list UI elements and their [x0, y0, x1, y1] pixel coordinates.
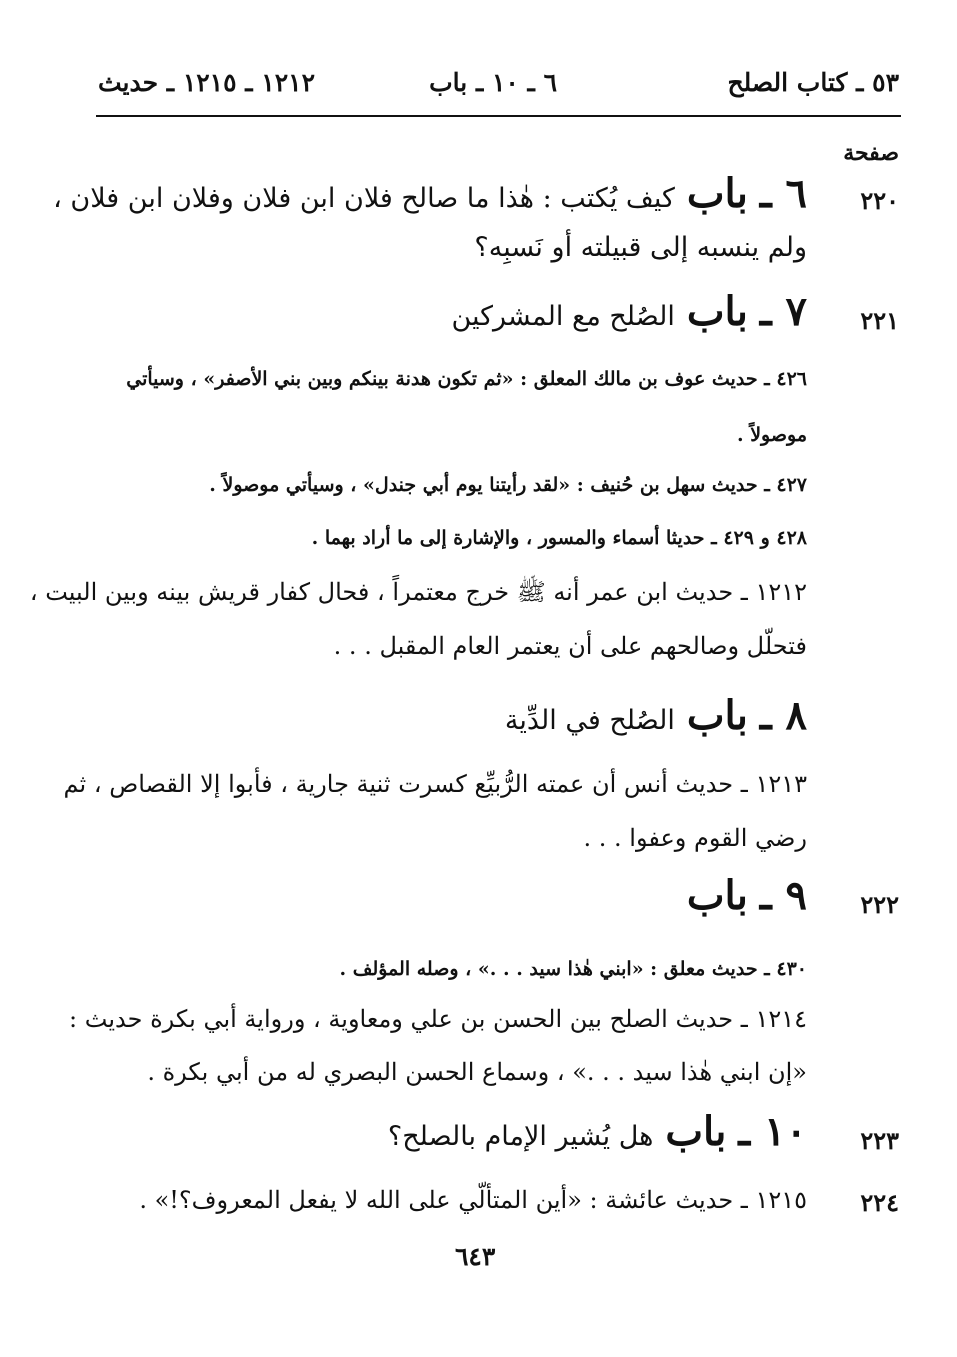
section-7-title: الصُلح مع المشركين	[451, 301, 675, 332]
section-6-page-number: ٢٢٠	[860, 186, 899, 215]
hadith-1213-line-2: رضي القوم وعفوا . . .	[583, 824, 807, 852]
section-7-page-number: ٢٢١	[860, 306, 899, 335]
section-10-title: هل يُشير الإمام بالصلح؟	[387, 1121, 654, 1152]
hadith-1212-line-1: ١٢١٢ ـ حديث ابن عمر أنه ﷺ خرج معتمراً ، فحال كفار قريش بينه وبين البيت ،	[29, 578, 807, 606]
section-6-heading	[53, 170, 807, 217]
section-8-title: الصُلح في الدِّية	[504, 705, 675, 736]
section-9-page-number: ٢٢٢	[860, 890, 899, 919]
section-6-title-continued: ولم ينسبه إلى قبيلته أو نَسبِه؟	[474, 232, 807, 263]
header-chapter: ٥٣ ـ كتاب الصلح	[727, 68, 899, 97]
hadith-1212-line-2: فتحلّل وصالحهم على أن يعتمر العام المقبل . . .	[333, 632, 807, 660]
section-10-word: باب	[665, 1108, 727, 1155]
hadith-428-429: ٤٢٨ و ٤٢٩ ـ حديثا أسماء والمسور ، والإشارة إلى ما أراد بهما .	[311, 527, 807, 549]
header-hadith-range: ١٢١٢ ـ ١٢١٥ ـ حديث	[98, 68, 315, 97]
section-10-heading	[388, 1108, 807, 1155]
section-10-page-number: ٢٢٣	[860, 1126, 899, 1155]
hadith-427: ٤٢٧ ـ حديث سهل بن حُنيف : «لقد رأيتنا يوم أبي جندل» ، وسيأتي موصولاً .	[209, 474, 807, 496]
header-chapter-range: ٦ ـ ١٠ ـ باب	[429, 68, 557, 97]
section-7-heading	[451, 288, 807, 335]
hadith-430: ٤٣٠ ـ حديث معلق : «ابني هٰذا سيد . . .» ، وصله المؤلف .	[339, 958, 807, 980]
hadith-426-line-1: ٤٢٦ ـ حديث عوف بن مالك المعلق : «ثم تكون هدنة بينكم وبين بني الأصفر» ، وسيأتي	[126, 368, 807, 390]
section-6-number: ٦ ـ	[759, 170, 807, 217]
page-column-label: صفحة	[843, 140, 899, 166]
section-6-title: كيف يُكتب : هٰذا ما صالح فلان ابن فلان وفلان ابن فلان ،	[53, 183, 675, 214]
footer-page-number: ٦٤٣	[455, 1242, 496, 1271]
section-8-heading	[505, 692, 807, 739]
section-9-heading	[687, 872, 807, 919]
section-7-number: ٧ ـ	[759, 288, 807, 335]
section-224-page-number: ٢٢٤	[860, 1188, 899, 1217]
section-6-word: باب	[686, 170, 748, 217]
section-7-word: باب	[686, 288, 748, 335]
section-9-number: ٩ ـ	[759, 872, 807, 919]
hadith-1213-line-1: ١٢١٣ ـ حديث أنس أن عمته الرُّبيِّع كسرت ثنية جارية ، فأبوا إلا القصاص ، ثم	[63, 770, 807, 798]
section-8-number: ٨ ـ	[759, 692, 807, 739]
section-9-word: باب	[686, 872, 748, 919]
hadith-1215: ١٢١٥ ـ حديث عائشة : «أين المتألّي على الله لا يفعل المعروف؟!» .	[139, 1186, 807, 1214]
hadith-1214-line-2: «إن ابني هٰذا سيد . . .» ، وسماع الحسن البصري له من أبي بكرة .	[147, 1058, 807, 1086]
section-10-number: ١٠ ـ	[738, 1108, 807, 1155]
hadith-426-line-2: موصولاً .	[736, 424, 807, 446]
hadith-1214-line-1: ١٢١٤ ـ حديث الصلح بين الحسن بن علي ومعاوية ، ورواية أبي بكرة حديث :	[69, 1005, 807, 1033]
header-rule	[96, 115, 901, 117]
section-8-word: باب	[686, 692, 748, 739]
